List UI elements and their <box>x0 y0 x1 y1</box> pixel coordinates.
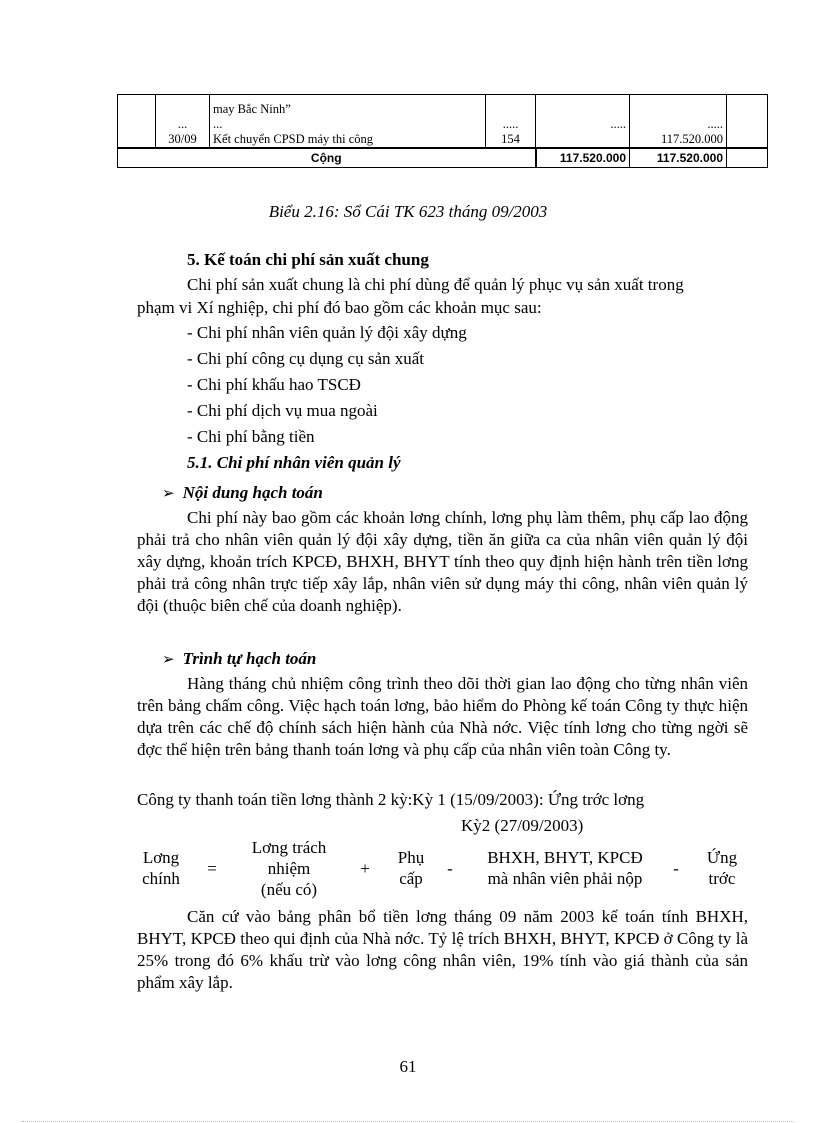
formula-plus: + <box>360 859 370 878</box>
intro-line-2: phạm vi Xí nghiệp, chi phí đó bao gồm các khoản mục sau: <box>137 298 542 317</box>
total-credit: 117.520.000 <box>630 148 727 168</box>
intro-line-1: Chi phí sản xuất chung là chi phí dùng để quản lý phục vụ sản xuất trong <box>187 275 684 294</box>
total-label: Cộng <box>118 148 536 168</box>
formula-equals: = <box>207 859 217 878</box>
list-item: - Chi phí công cụ dụng cụ sản xuất <box>187 349 425 368</box>
formula-term-responsibility: Lơng trách nhiệm (nếu có) <box>251 838 327 899</box>
section-heading: 5. Kế toán chi phí sản xuất chung <box>187 250 429 269</box>
formula-term-insurance: BHXH, BHYT, KPCĐ mà nhân viên phải nộp <box>487 848 643 888</box>
paragraph-insurance: Căn cứ vào bảng phân bổ tiền lơng tháng 09 năm 2003 kế toán tính BHXH, BHYT, KPCĐ theo qui định của Nhà nớc. Tỷ lệ trích BHXH, BHYT, KPCĐ ở Công ty là 25% trong đó 6% khấu trừ vào lơng công nhân viên, 19% tính vào giá thành của sản phẩm xây lắp. <box>137 907 748 992</box>
list-item: - Chi phí bằng tiền <box>187 427 315 446</box>
arrow-bullet-icon: ➢ <box>162 650 175 668</box>
procedure-heading: ➢ Trình tự hạch toán <box>162 647 316 671</box>
ledger-total-row <box>118 148 768 168</box>
ledger-debit-cell: ..... <box>536 95 630 149</box>
ledger-date-cell: ... 30/09 <box>156 95 210 149</box>
subsection-heading: 5.1. Chi phí nhân viên quản lý <box>187 453 401 472</box>
ledger-empty-cell <box>727 148 768 168</box>
formula-lhs: Lơng chính <box>142 848 180 888</box>
page-number: 61 <box>399 1057 417 1076</box>
list-item: - Chi phí dịch vụ mua ngoài <box>187 401 378 420</box>
arrow-bullet-icon: ➢ <box>162 484 175 502</box>
payment-line-1: Công ty thanh toán tiền lơng thành 2 kỳ:Kỳ 1 (15/09/2003): Ứng trớc lơng <box>137 790 645 809</box>
ledger-description-cell: may Bắc Ninh” ... Kết chuyển CPSD máy thi công <box>210 95 486 149</box>
ledger-credit-cell: ..... 117.520.000 <box>630 95 727 149</box>
ledger-empty-cell <box>118 95 156 149</box>
content-heading: ➢ Nội dung hạch toán <box>162 481 323 505</box>
page-bottom-border <box>22 1121 794 1122</box>
total-debit: 117.520.000 <box>536 148 630 168</box>
table-caption: Biểu 2.16: Sổ Cái TK 623 tháng 09/2003 <box>268 202 548 221</box>
formula-minus: - <box>673 859 679 878</box>
ledger-empty-cell <box>727 95 768 149</box>
formula-term-advance: Ứng trớc <box>706 848 738 888</box>
list-item: - Chi phí khấu hao TSCĐ <box>187 375 361 394</box>
payment-line-2: Kỳ2 (27/09/2003) <box>461 816 584 835</box>
ledger-table <box>117 94 768 168</box>
list-item: - Chi phí nhân viên quản lý đội xây dựng <box>187 323 467 342</box>
formula-minus: - <box>447 859 453 878</box>
ledger-account-cell: ..... 154 <box>486 95 536 149</box>
table-row <box>118 95 768 149</box>
formula-term-allowance: Phụ cấp <box>397 848 425 888</box>
paragraph-procedure: Hàng tháng chủ nhiệm công trình theo dõi thời gian lao động cho từng nhân viên trên bảng chấm công. Việc hạch toán lơng, bảo hiểm do Phòng kế toán Công ty thực hiện dựa trên các chế độ chính sách hiện hành của Nhà nớc. Việc tính lơng cho từng ngời sẽ đợc thể hiện trên bảng thanh toán lơng và phụ cấp của nhân viên toàn Công ty. <box>137 674 748 759</box>
paragraph-content: Chi phí này bao gồm các khoản lơng chính, lơng phụ làm thêm, phụ cấp lao động phải trả cho nhân viên quản lý đội xây dựng, tiền ăn giữa ca của nhân viên quản lý đội xây dựng, khoản trích KPCĐ, BHXH, BHYT tính theo quy định hiện hành trên tiền lơng phải trả công nhân trực tiếp xây lắp, nhân viên sử dụng máy thi công, nhân viên quản lý đội (thuộc biên chế của doanh nghiệp). <box>137 508 748 615</box>
